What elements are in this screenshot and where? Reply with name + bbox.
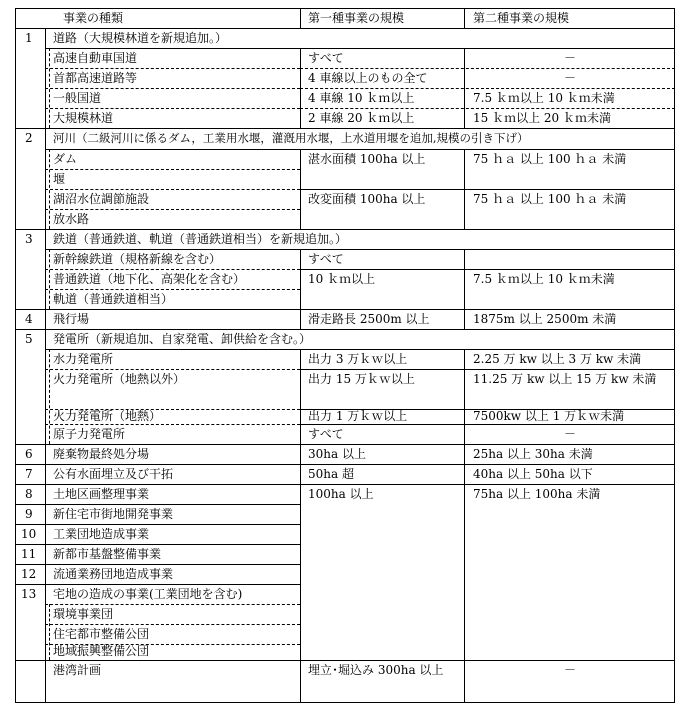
row-number: 5 (25, 332, 33, 346)
class2-value: 1875m 以上 2500m 未満 (473, 312, 617, 326)
class2-value: 40ha 以上 50ha 以下 (473, 467, 593, 481)
item-name: 一般国道 (53, 91, 102, 105)
class1-value: すべて (308, 427, 344, 441)
class1-value: 出力 1 万ｋｗ以上 (308, 409, 408, 423)
class1-value: 30ha 以上 (308, 447, 366, 461)
class1-value: すべて (308, 51, 344, 65)
row-number: 4 (25, 312, 33, 326)
class2-value: 7500kw 以上 1 万ｋｗ未満 (473, 409, 625, 423)
item-name: 水力発電所 (53, 352, 114, 366)
item-name: 新都市基盤整備事業 (53, 547, 162, 561)
class2-value: 7.5 ｋｍ以上 10 ｋｍ未満 (473, 91, 615, 105)
class1-value: すべて (308, 252, 344, 266)
item-name: 首都高速道路等 (53, 71, 138, 85)
class2-value: 2.25 万 kw 以上 3 万 kw 未満 (473, 352, 642, 366)
item-name: 湖沼水位調節施設 (53, 192, 150, 206)
header-class1: 第一種事業の規模 (308, 11, 405, 25)
class2-value: 75ha 以上 100ha 未満 (473, 487, 601, 501)
item-name: 流通業務団地造成事業 (53, 567, 174, 581)
item-name: 住宅都市整備公団 (53, 627, 150, 641)
item-name: ダム (53, 152, 78, 166)
class1-value: 10 ｋｍ以上 (308, 272, 376, 286)
class2-value: 25ha 以上 30ha 未満 (473, 447, 593, 461)
item-name: 軌道（普通鉄道相当） (53, 292, 174, 306)
class2-value: 15 ｋｍ以上 20 ｋｍ未満 (473, 111, 611, 125)
row-number: 12 (21, 567, 37, 581)
section-title: 道路（大規模林道を新規追加。） (53, 31, 228, 45)
section-title: 発電所（新規追加、自家発電、卸供給を含む。） (53, 332, 312, 346)
class2-value: 7.5 ｋｍ以上 10 ｋｍ未満 (473, 272, 615, 286)
section-title: 河川（二級河川に係るダム，工業用水堰，灌漑用水堰，上水道用堰を追加,規模の引き下げ） (53, 131, 529, 145)
row-number: 9 (25, 507, 33, 521)
header-class2: 第二種事業の規模 (473, 11, 570, 25)
class1-value: 50ha 超 (308, 467, 354, 481)
class1-value: 出力 3 万ｋｗ以上 (308, 352, 408, 366)
class2-value: 11.25 万 kw 以上 15 万 kw 未満 (473, 372, 657, 386)
item-name: 廃棄物最終処分場 (53, 447, 150, 461)
item-name: 堰 (53, 172, 66, 186)
class1-value: 改変面積 100ha 以上 (308, 192, 426, 206)
class1-value: 埋立･堀込み 300ha 以上 (308, 663, 444, 677)
class2-value: － (564, 71, 577, 85)
class1-value: 4 車線以上のもの全て (308, 71, 428, 85)
item-name: 新幹線鉄道（規格新線を含む） (53, 252, 222, 266)
row-number: 2 (25, 131, 33, 145)
class1-value: 滑走路長 2500m 以上 (308, 312, 430, 326)
row-number: 11 (21, 547, 37, 561)
row-number: 3 (25, 232, 33, 246)
row-number: 8 (25, 487, 33, 501)
class2-value: － (564, 663, 577, 677)
class2-value: 75 ｈａ 以上 100 ｈａ 未満 (473, 192, 627, 206)
class1-value: 出力 15 万ｋｗ以上 (308, 372, 415, 386)
section-title: 鉄道（普通鉄道、軌道（普通鉄道相当）を新規追加。） (53, 232, 348, 246)
item-name: 環境事業団 (53, 607, 114, 621)
class1-value: 4 車線 10 ｋｍ以上 (308, 91, 415, 105)
row-number: 1 (25, 31, 33, 45)
item-name: 高速自動車国道 (53, 51, 138, 65)
item-name: 飛行場 (53, 312, 90, 326)
class2-value: － (564, 427, 577, 441)
item-name: 工業団地造成事業 (53, 527, 150, 541)
row-number: 7 (25, 467, 33, 481)
item-name: 普通鉄道（地下化、高架化を含む） (53, 272, 246, 286)
row-number: 10 (21, 527, 37, 541)
item-name: 地域振興整備公団 (53, 644, 150, 658)
class2-value: － (564, 51, 577, 65)
class1-value: 100ha 以上 (308, 487, 374, 501)
class1-value: 2 車線 20 ｋｍ以上 (308, 111, 415, 125)
item-name: 宅地の造成の事業(工業団地を含む) (53, 587, 243, 601)
item-name: 港湾計画 (53, 663, 102, 677)
item-name: 新住宅市街地開発事業 (53, 507, 174, 521)
header-type: 事業の種類 (63, 11, 124, 25)
class2-value: 75 ｈａ 以上 100 ｈａ 未満 (473, 152, 627, 166)
assessment-scale-table (15, 8, 675, 703)
item-name: 火力発電所（地熱） (53, 409, 162, 423)
item-name: 土地区画整理事業 (53, 487, 150, 501)
item-name: 火力発電所（地熱以外） (53, 372, 186, 386)
item-name: 公有水面埋立及び干拓 (53, 467, 174, 481)
row-number: 6 (25, 447, 33, 461)
class1-value: 湛水面積 100ha 以上 (308, 152, 426, 166)
item-name: 放水路 (53, 212, 90, 226)
item-name: 原子力発電所 (53, 427, 126, 441)
row-number: 13 (21, 587, 37, 601)
item-name: 大規模林道 (53, 111, 114, 125)
